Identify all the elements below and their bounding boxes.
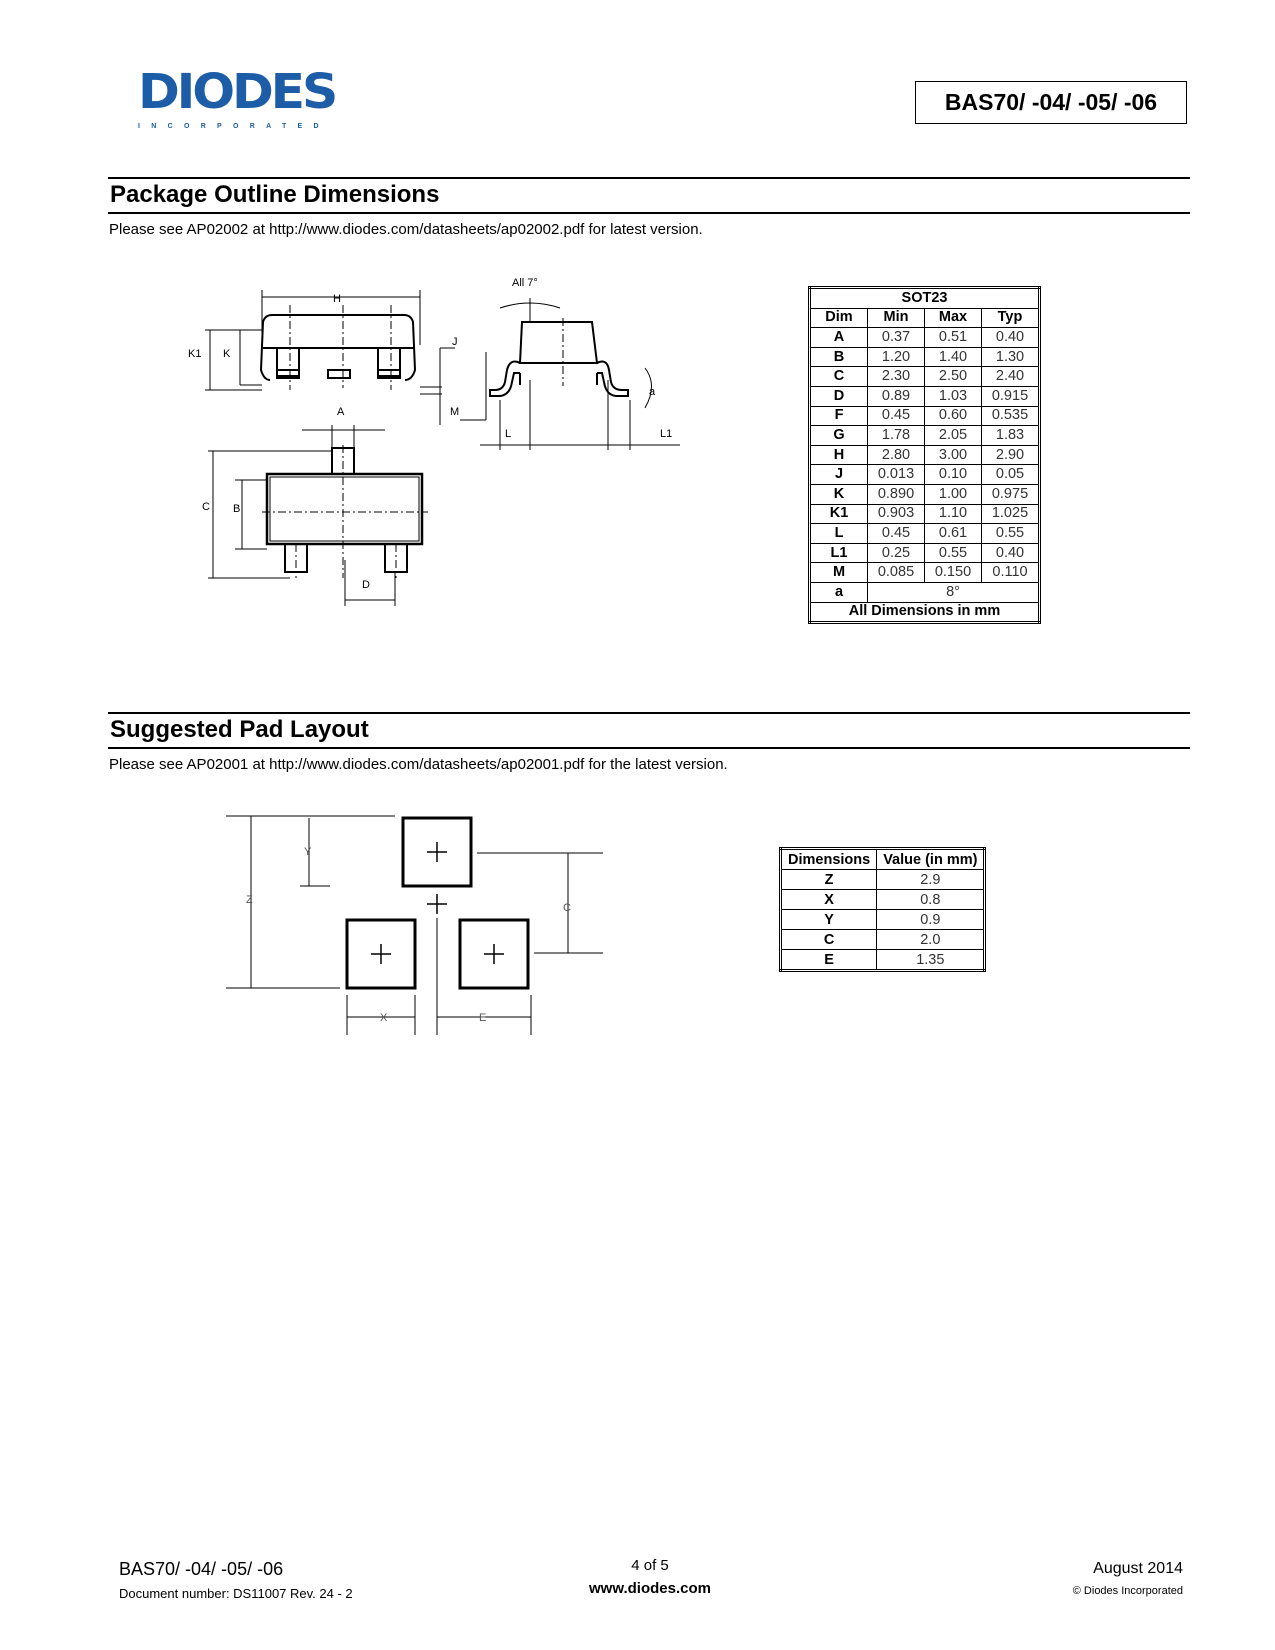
cell: 0.150: [925, 563, 982, 583]
table-row: [810, 347, 1040, 367]
cell: G: [810, 426, 868, 446]
cell: 1.83: [982, 426, 1040, 446]
cell: 2.9: [877, 870, 985, 890]
table-row: [810, 543, 1040, 563]
cell: 0.085: [868, 563, 925, 583]
cell: 0.25: [868, 543, 925, 563]
dim-label-b: B: [233, 503, 241, 515]
cell: K1: [810, 504, 868, 524]
dim-label-h: H: [333, 293, 341, 305]
cell: 0.05: [982, 465, 1040, 485]
cell: E: [781, 950, 877, 971]
cell: 0.915: [982, 386, 1040, 406]
dim-label-k1: K1: [188, 348, 202, 360]
dim-label-k: K: [223, 348, 231, 360]
cell: 0.89: [868, 386, 925, 406]
cell: 0.890: [868, 484, 925, 504]
table-row: [810, 484, 1040, 504]
cell: D: [810, 386, 868, 406]
col-header: Max: [925, 308, 982, 328]
cell: 0.51: [925, 328, 982, 348]
col-header: Typ: [982, 308, 1040, 328]
cell: 0.40: [982, 543, 1040, 563]
cell: F: [810, 406, 868, 426]
pad-label-z: Z: [246, 894, 253, 906]
cell: B: [810, 347, 868, 367]
cell: 2.50: [925, 367, 982, 387]
dim-label-l: L: [505, 428, 512, 440]
outline-note: Please see AP02002 at http://www.diodes.com/datasheets/ap02002.pdf for latest version.: [109, 221, 703, 238]
cell: 0.61: [925, 524, 982, 544]
logo-text: DIODES: [138, 64, 336, 120]
table-row: [781, 890, 985, 910]
cell: K: [810, 484, 868, 504]
cell: L1: [810, 543, 868, 563]
cell: 0.013: [868, 465, 925, 485]
cell: A: [810, 328, 868, 348]
dim-label-l1: L1: [660, 428, 673, 440]
cell: 0.45: [868, 524, 925, 544]
cell: 0.45: [868, 406, 925, 426]
table-row: [810, 504, 1040, 524]
table-footer: All Dimensions in mm: [810, 602, 1040, 623]
table-row: [810, 465, 1040, 485]
cell: M: [810, 563, 868, 583]
footer-page: 4 of 5: [631, 1557, 669, 1574]
cell: 1.40: [925, 347, 982, 367]
cell: 0.37: [868, 328, 925, 348]
cell: 2.30: [868, 367, 925, 387]
cell: 1.025: [982, 504, 1040, 524]
section-title-outline: Package Outline Dimensions: [110, 181, 440, 208]
cell: 0.110: [982, 563, 1040, 583]
sot23-dimensions-table: [808, 286, 1041, 624]
table-row: [810, 582, 1040, 602]
cell: L: [810, 524, 868, 544]
cell: 2.0: [877, 930, 985, 950]
cell: 1.30: [982, 347, 1040, 367]
table-row: [810, 426, 1040, 446]
footer-date: August 2014: [1093, 1560, 1183, 1577]
pad-label-y: Y: [304, 846, 312, 858]
cell: X: [781, 890, 877, 910]
table-row: [810, 445, 1040, 465]
table-row: [810, 563, 1040, 583]
table-row: [781, 950, 985, 971]
footer-docnum: Document number: DS11007 Rev. 24 - 2: [119, 1586, 353, 1601]
dim-label-m: M: [450, 406, 460, 418]
cell: 3.00: [925, 445, 982, 465]
cell: 0.40: [982, 328, 1040, 348]
table-row: [781, 930, 985, 950]
col-header: Dim: [810, 308, 868, 328]
cell: 2.40: [982, 367, 1040, 387]
table-header-row: [810, 308, 1040, 328]
cell: Z: [781, 870, 877, 890]
cell: Y: [781, 910, 877, 930]
cell: 1.10: [925, 504, 982, 524]
pad-layout-drawing: [0, 0, 700, 1060]
table-row: [810, 406, 1040, 426]
cell: C: [810, 367, 868, 387]
dim-label-a: A: [337, 406, 345, 418]
footer-part: BAS70/ -04/ -05/ -06: [119, 1559, 284, 1579]
cell: a: [810, 582, 868, 602]
table-row: [810, 386, 1040, 406]
pad-label-x: X: [380, 1012, 388, 1024]
pad-label-e: E: [479, 1012, 487, 1024]
cell: 0.975: [982, 484, 1040, 504]
part-number-box: BAS70/ -04/ -05/ -06: [915, 81, 1187, 124]
cell: 1.03: [925, 386, 982, 406]
table-row: [810, 524, 1040, 544]
cell: H: [810, 445, 868, 465]
cell: 0.535: [982, 406, 1040, 426]
col-header: Value (in mm): [877, 849, 985, 870]
cell: 1.78: [868, 426, 925, 446]
cell: 0.10: [925, 465, 982, 485]
dim-label-d: D: [362, 579, 370, 591]
table-row: [810, 328, 1040, 348]
table-row: [781, 870, 985, 890]
table-header-row: [781, 849, 985, 870]
pad-label-c: C: [563, 902, 571, 914]
dim-label-c: C: [202, 501, 210, 513]
cell: 1.35: [877, 950, 985, 971]
cell: 2.90: [982, 445, 1040, 465]
angle-label: All 7°: [512, 277, 538, 289]
col-header: Dimensions: [781, 849, 877, 870]
logo-subtext: INCORPORATED: [138, 123, 330, 130]
pad-dimensions-table: [779, 847, 986, 972]
table-row: [810, 367, 1040, 387]
dim-label-j: J: [452, 336, 458, 348]
cell: C: [781, 930, 877, 950]
table-row: [781, 910, 985, 930]
cell: 2.80: [868, 445, 925, 465]
cell: 2.05: [925, 426, 982, 446]
dim-label-alpha: a: [649, 386, 656, 398]
col-header: Min: [868, 308, 925, 328]
cell: 0.55: [925, 543, 982, 563]
cell: 0.60: [925, 406, 982, 426]
table-title: SOT23: [810, 288, 1040, 309]
cell: 0.8: [877, 890, 985, 910]
pad-note: Please see AP02001 at http://www.diodes.com/datasheets/ap02001.pdf for the latest version.: [109, 756, 728, 773]
cell: 0.9: [877, 910, 985, 930]
cell: 8°: [868, 582, 1040, 602]
cell: J: [810, 465, 868, 485]
cell: 0.903: [868, 504, 925, 524]
section-title-pad: Suggested Pad Layout: [110, 716, 369, 743]
footer-copyright: © Diodes Incorporated: [1072, 1585, 1183, 1597]
cell: 1.20: [868, 347, 925, 367]
cell: 1.00: [925, 484, 982, 504]
footer-url[interactable]: www.diodes.com: [589, 1580, 711, 1597]
cell: 0.55: [982, 524, 1040, 544]
